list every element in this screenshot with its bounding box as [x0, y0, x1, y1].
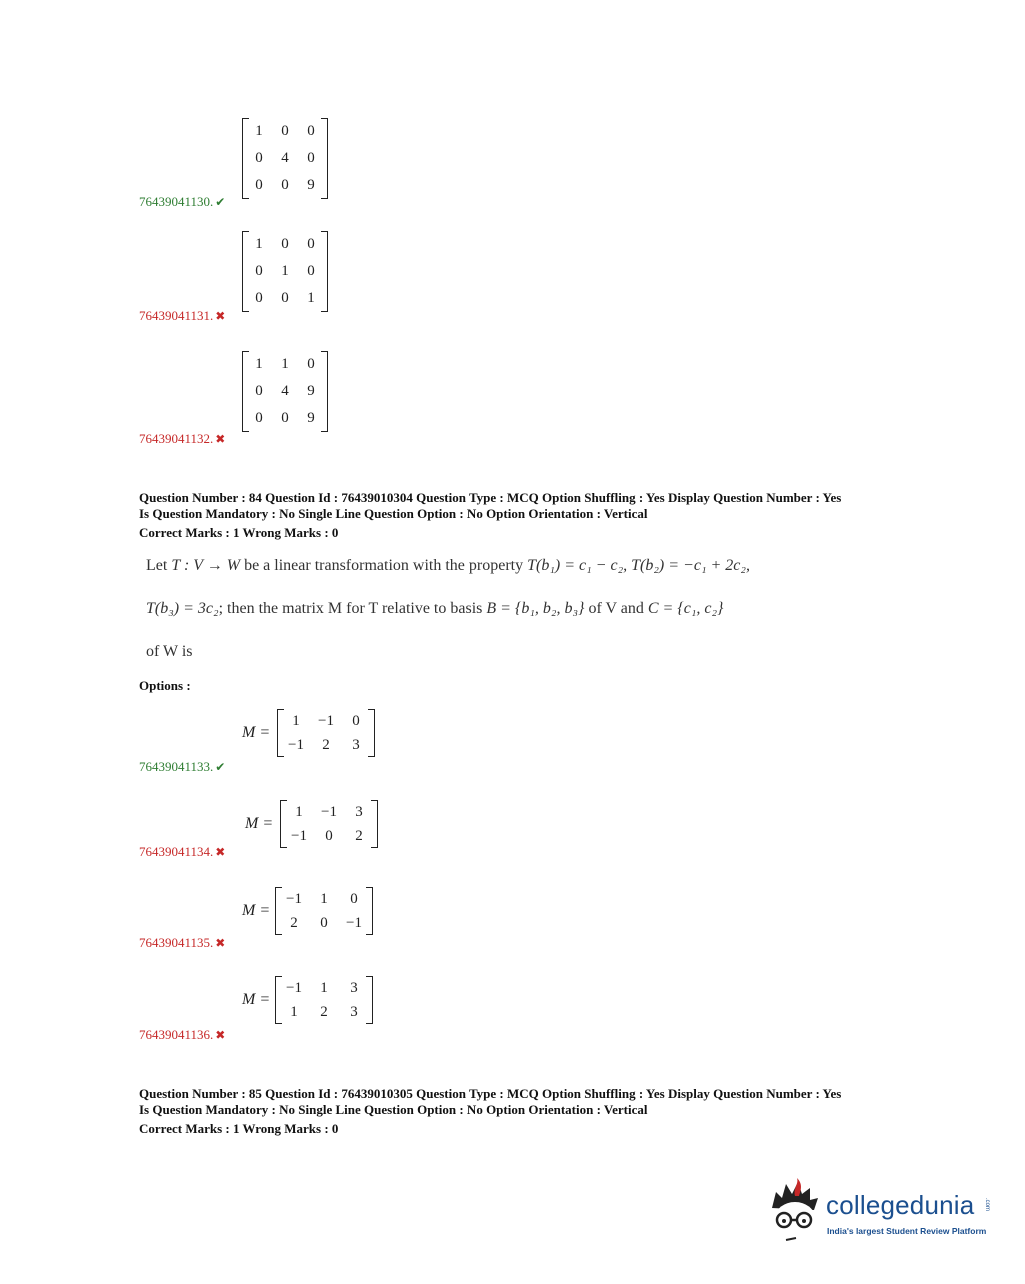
q84-text-line2: T(b₃) = 3c₂; then the matrix M for T relative to basis B = {b₁, b₂, b₃} of V and C = {c₁, c₂} — [146, 600, 724, 617]
logo-suffix: .com — [984, 1198, 990, 1212]
matrix-cell: 2 — [322, 736, 330, 753]
matrix-cell: 1 — [255, 356, 263, 372]
matrix-cell: 0 — [255, 290, 263, 306]
q84-meta-line3: Correct Marks : 1 Wrong Marks : 0 — [139, 525, 339, 540]
option-id: 76439041130. ✔ — [139, 194, 226, 209]
matrix-cell: 0 — [255, 150, 263, 166]
matrix-cell: 0 — [307, 150, 315, 166]
matrix-cell: −1 — [288, 736, 304, 753]
bracket-right — [368, 709, 375, 757]
matrix-label: M = — [242, 724, 271, 741]
matrix-cell: 3 — [350, 1003, 358, 1020]
bracket-right — [366, 976, 373, 1024]
matrix-cell: 1 — [320, 890, 328, 907]
matrix-cell: 1 — [255, 123, 263, 139]
q85-meta-line2: Is Question Mandatory : No Single Line Question Option : No Option Orientation : Vertical — [139, 1102, 648, 1117]
matrix-cell: 1 — [255, 236, 263, 252]
matrix-cell: −1 — [291, 827, 307, 844]
matrix-cell: −1 — [286, 890, 302, 907]
option-id: 76439041136. ✖ — [139, 1027, 226, 1042]
matrix-cell: 4 — [281, 383, 289, 399]
bracket-left — [280, 800, 287, 848]
matrix-3x3 — [246, 118, 324, 199]
collegedunia-logo — [768, 1178, 990, 1248]
bracket-left — [277, 709, 284, 757]
logo-name: collegedunia — [826, 1190, 975, 1220]
matrix-cell: 0 — [307, 263, 315, 279]
q85-meta-line3: Correct Marks : 1 Wrong Marks : 0 — [139, 1121, 339, 1136]
matrix-2x3 — [281, 709, 371, 757]
cross-icon: ✖ — [215, 432, 226, 446]
matrix-cell: 0 — [350, 890, 358, 907]
option-id: 76439041134. ✖ — [139, 844, 226, 859]
bracket-right — [321, 351, 328, 432]
matrix-cell: 9 — [307, 177, 315, 193]
check-icon: ✔ — [215, 195, 226, 209]
matrix-2x3 — [279, 976, 369, 1024]
bracket-right — [321, 231, 328, 312]
matrix-cell: 1 — [281, 263, 289, 279]
matrix-cell: 3 — [350, 979, 358, 996]
matrix-cell: 0 — [255, 177, 263, 193]
matrix-cell: 1 — [281, 356, 289, 372]
matrix-cell: 4 — [281, 150, 289, 166]
matrix-cell: 0 — [307, 236, 315, 252]
matrix-cell: 2 — [320, 1003, 328, 1020]
cross-icon: ✖ — [215, 845, 226, 859]
matrix-cell: 1 — [320, 979, 328, 996]
matrix-cell: 3 — [355, 803, 363, 820]
bracket-right — [371, 800, 378, 848]
option-id: 76439041132. ✖ — [139, 431, 226, 446]
bracket-left — [242, 351, 249, 432]
matrix-cell: 0 — [307, 123, 315, 139]
bracket-right — [321, 118, 328, 199]
check-icon: ✔ — [215, 760, 226, 774]
matrix-cell: 0 — [325, 827, 333, 844]
matrix-cell: 3 — [352, 736, 360, 753]
matrix-label: M = — [245, 815, 274, 832]
bracket-right — [366, 887, 373, 935]
matrix-cell: −1 — [286, 979, 302, 996]
q84-text-line3: of W is — [146, 643, 193, 660]
option-id: 76439041133. ✔ — [139, 759, 226, 774]
matrix-cell: −1 — [318, 712, 334, 729]
bracket-left — [275, 976, 282, 1024]
matrix-cell: 0 — [320, 914, 328, 931]
matrix-cell: 0 — [281, 410, 289, 426]
matrix-cell: 0 — [281, 123, 289, 139]
matrix-cell: 1 — [307, 290, 315, 306]
q84-meta-line1: Question Number : 84 Question Id : 76439010304 Question Type : MCQ Option Shuffling : Yes Display Question Number : Yes — [139, 490, 842, 505]
options-label: Options : — [139, 678, 191, 693]
matrix-cell: 9 — [307, 383, 315, 399]
cross-icon: ✖ — [215, 1028, 226, 1042]
cross-icon: ✖ — [215, 309, 226, 323]
matrix-cell: 0 — [281, 236, 289, 252]
q84-meta-line2: Is Question Mandatory : No Single Line Question Option : No Option Orientation : Vertical — [139, 506, 648, 521]
matrix-cell: −1 — [321, 803, 337, 820]
matrix-cell: 1 — [292, 712, 300, 729]
matrix-cell: 0 — [255, 410, 263, 426]
bracket-left — [242, 231, 249, 312]
matrix-label: M = — [242, 991, 271, 1008]
matrix-cell: 2 — [355, 827, 363, 844]
matrix-label: M = — [242, 902, 271, 919]
matrix-2x3 — [284, 800, 374, 848]
matrix-2x3 — [279, 887, 369, 935]
option-id: 76439041131. ✖ — [139, 308, 226, 323]
matrix-cell: 0 — [255, 263, 263, 279]
matrix-cell: 1 — [295, 803, 303, 820]
matrix-3x3 — [246, 351, 324, 432]
matrix-cell: −1 — [346, 914, 362, 931]
matrix-cell: 9 — [307, 410, 315, 426]
matrix-cell: 0 — [352, 712, 360, 729]
mascot-icon — [768, 1178, 826, 1248]
matrix-cell: 0 — [281, 177, 289, 193]
matrix-cell: 1 — [290, 1003, 298, 1020]
matrix-3x3 — [246, 231, 324, 312]
q84-text-line1: Let T : V → W be a linear transformation with the property T(b₁) = c₁ − c₂, T(b₂) = −c₁ + 2c₂, — [146, 557, 750, 574]
q85-meta-line1: Question Number : 85 Question Id : 76439010305 Question Type : MCQ Option Shuffling : Yes Display Question Number : Yes — [139, 1086, 842, 1101]
logo-tagline: India's largest Student Review Platform — [827, 1226, 987, 1236]
matrix-cell: 0 — [281, 290, 289, 306]
bracket-left — [275, 887, 282, 935]
option-id: 76439041135. ✖ — [139, 935, 226, 950]
cross-icon: ✖ — [215, 936, 226, 950]
matrix-cell: 2 — [290, 914, 298, 931]
matrix-cell: 0 — [307, 356, 315, 372]
bracket-left — [242, 118, 249, 199]
matrix-cell: 0 — [255, 383, 263, 399]
